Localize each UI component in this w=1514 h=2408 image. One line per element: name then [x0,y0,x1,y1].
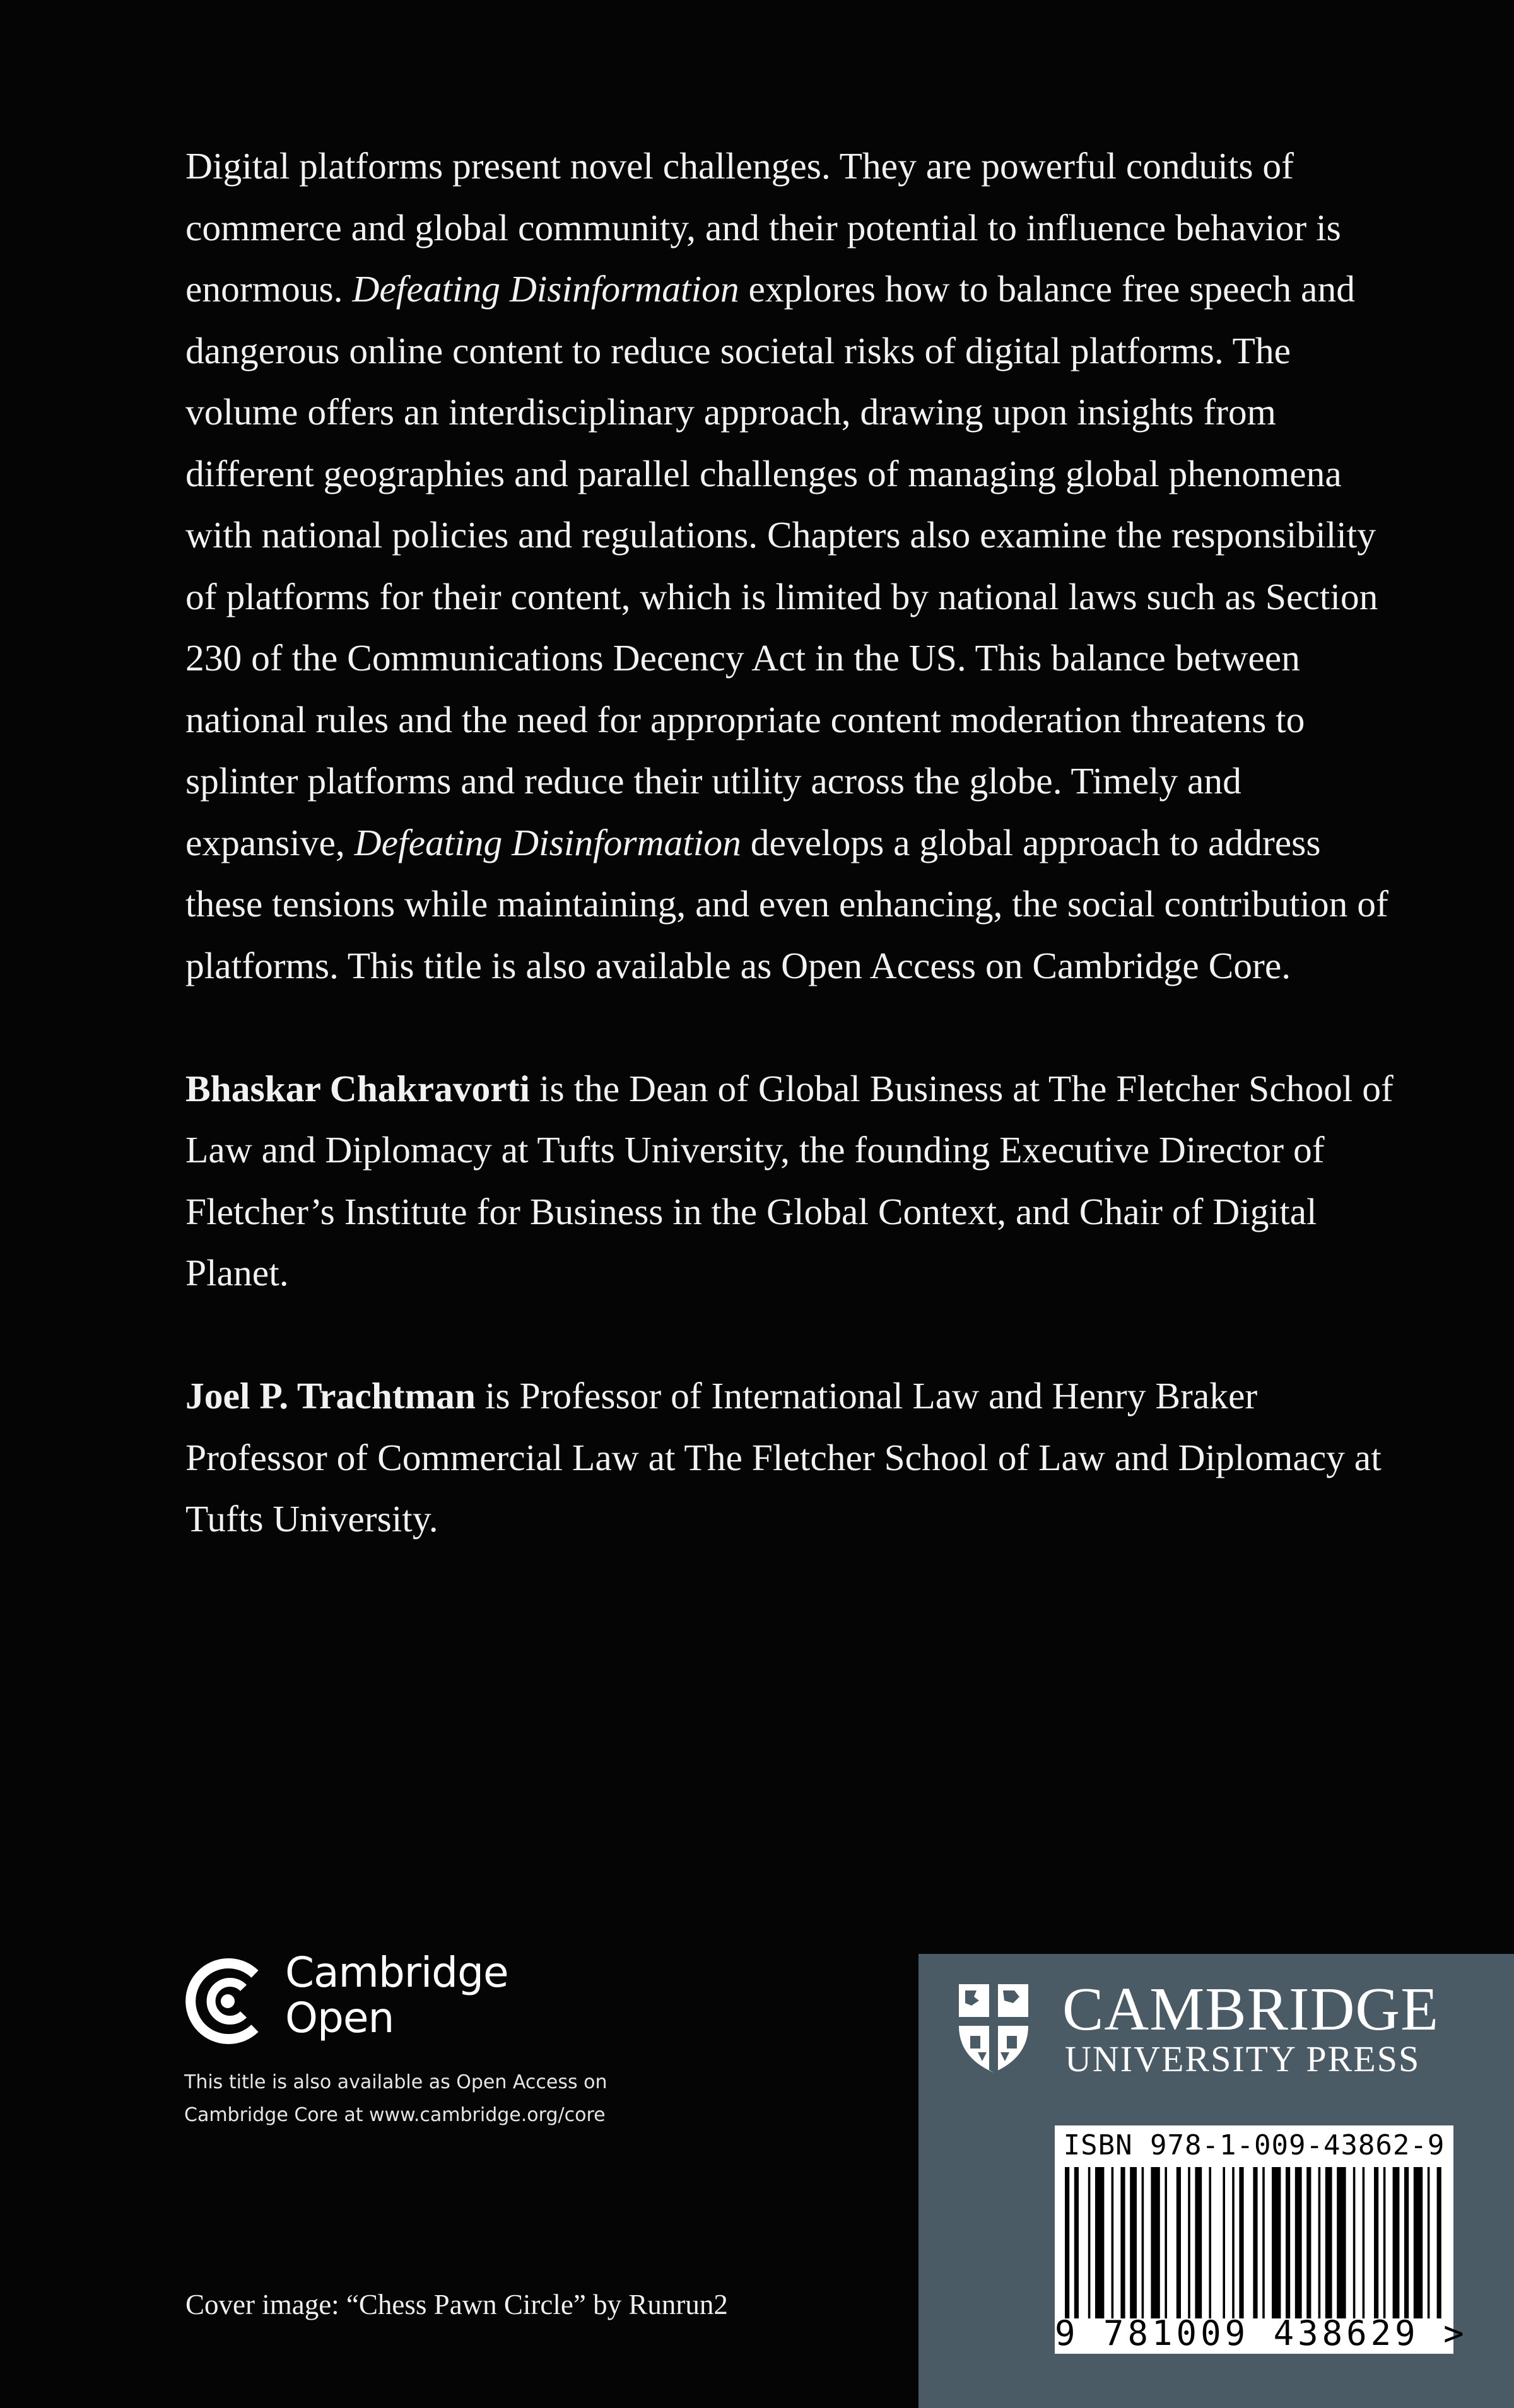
barcode-bar [1074,2167,1079,2318]
cambridge-crest-icon [956,1982,1031,2075]
barcode-bar [1188,2167,1190,2318]
description-text-2: explores how to balance free speech and dangerous online content to reduce societal risks of digital platforms. The volume offers an interdisciplinary approach, drawing upon insights from different geographies and parallel challenges of managing global phenomena with national policies and regulations. Chapters also examine the responsibility of platforms for their content, which is limited by national laws such as Section 230 of the Communications Decency Act in the US. This balance between national rules and the need for appropriate content moderation threatens to splinter platforms and reduce their utility across the globe. Timely and expansive, [185,268,1378,863]
publisher-name: CAMBRIDGE [1062,1975,1440,2043]
publisher-subname: UNIVERSITY PRESS [1065,2038,1421,2079]
book-title-italic: Defeating Disinformation [354,821,741,863]
barcode-bar [1306,2167,1311,2318]
description-text-1: Digital platforms present novel challenges. They are powerful conduits of commerce and global community, and their potential to influence behavior is enormous. [185,145,1341,310]
barcode-bar [1209,2167,1211,2318]
isbn-barcode [1055,2125,1468,2354]
barcode-bar [1262,2167,1265,2318]
barcode-bar [1223,2167,1225,2318]
cambridge-open-logo [184,1949,752,2050]
barcode-bar [1363,2167,1365,2318]
barcode-bar [1295,2167,1302,2318]
cambridge-open-icon [184,1958,271,2045]
publisher-panel [918,1954,1514,2408]
barcode-bar [1393,2167,1400,2318]
barcode-bar [1165,2167,1167,2318]
barcode-bar [1318,2167,1321,2318]
barcode-bar [1130,2167,1137,2318]
barcode-bar [1414,2167,1423,2318]
barcode-bar [1428,2167,1430,2318]
barcode-bar [1353,2167,1356,2318]
author-name: Joel P. Trachtman [185,1375,476,1417]
barcode-bar [1095,2167,1104,2318]
description-text-3: develops a global approach to address these tensions while maintaining, and even enhancing, the social contribution of platforms. This title is also available as Open Access on Cambridge Core. [185,821,1388,986]
open-access-note: This title is also available as Open Access on Cambridge Core at www.cambridge.org/core [184,2071,607,2126]
cambridge-open-wordmark [285,1950,508,2041]
cover-image-credit: Cover image: “Chess Pawn Circle” by Runrun2 [185,2289,728,2320]
cambridge-open-line1: Cambridge [285,1948,508,1997]
barcode-bar [1142,2167,1144,2318]
author-name: Bhaskar Chakravorti [185,1067,531,1109]
barcode-bar [1286,2167,1290,2318]
barcode-bar [1232,2167,1235,2318]
barcode-bar [1253,2167,1257,2318]
barcode-bar [1325,2167,1332,2318]
barcode-bar [1374,2167,1378,2318]
back-cover-text [185,136,1397,1550]
barcode-bar [1272,2167,1281,2318]
isbn-label: ISBN 978-1-009-43862-9 [1063,2129,1445,2161]
cambridge-open-line2: Open [285,1994,394,2042]
barcode-bar [1239,2167,1243,2318]
barcode-bar [1437,2167,1441,2318]
book-title-italic: Defeating Disinformation [352,268,739,310]
barcode-digits: 9 781009 438629 > [1055,2313,1468,2353]
author-bio-text: is the Dean of Global Business at The Fletcher School of Law and Diplomacy at Tufts University, the founding Executive Director of Fletcher’s Institute for Business in the Global Context, and Chair of Digital Planet. [185,1067,1394,1294]
barcode-bar [1120,2167,1125,2318]
barcode-bar [1383,2167,1386,2318]
barcode-bar [1195,2167,1202,2318]
barcode-bar [1404,2167,1409,2318]
barcode-bar [1065,2167,1069,2318]
barcode-bar [1112,2167,1114,2318]
barcode-icon [1060,2167,1448,2318]
author-bio-1 [185,1058,1397,1304]
barcode-bar [1151,2167,1159,2318]
barcode-bar [1177,2167,1181,2318]
barcode-bar [1337,2167,1346,2318]
description-paragraph [185,136,1397,997]
cambridge-open-block [184,1949,752,2132]
barcode-bar [1088,2167,1091,2318]
author-bio-2 [185,1365,1397,1550]
author-bio-text: is Professor of International Law and Henry Braker Professor of Commercial Law at The Fletcher School of Law and Diplomacy at Tufts University. [185,1375,1382,1540]
